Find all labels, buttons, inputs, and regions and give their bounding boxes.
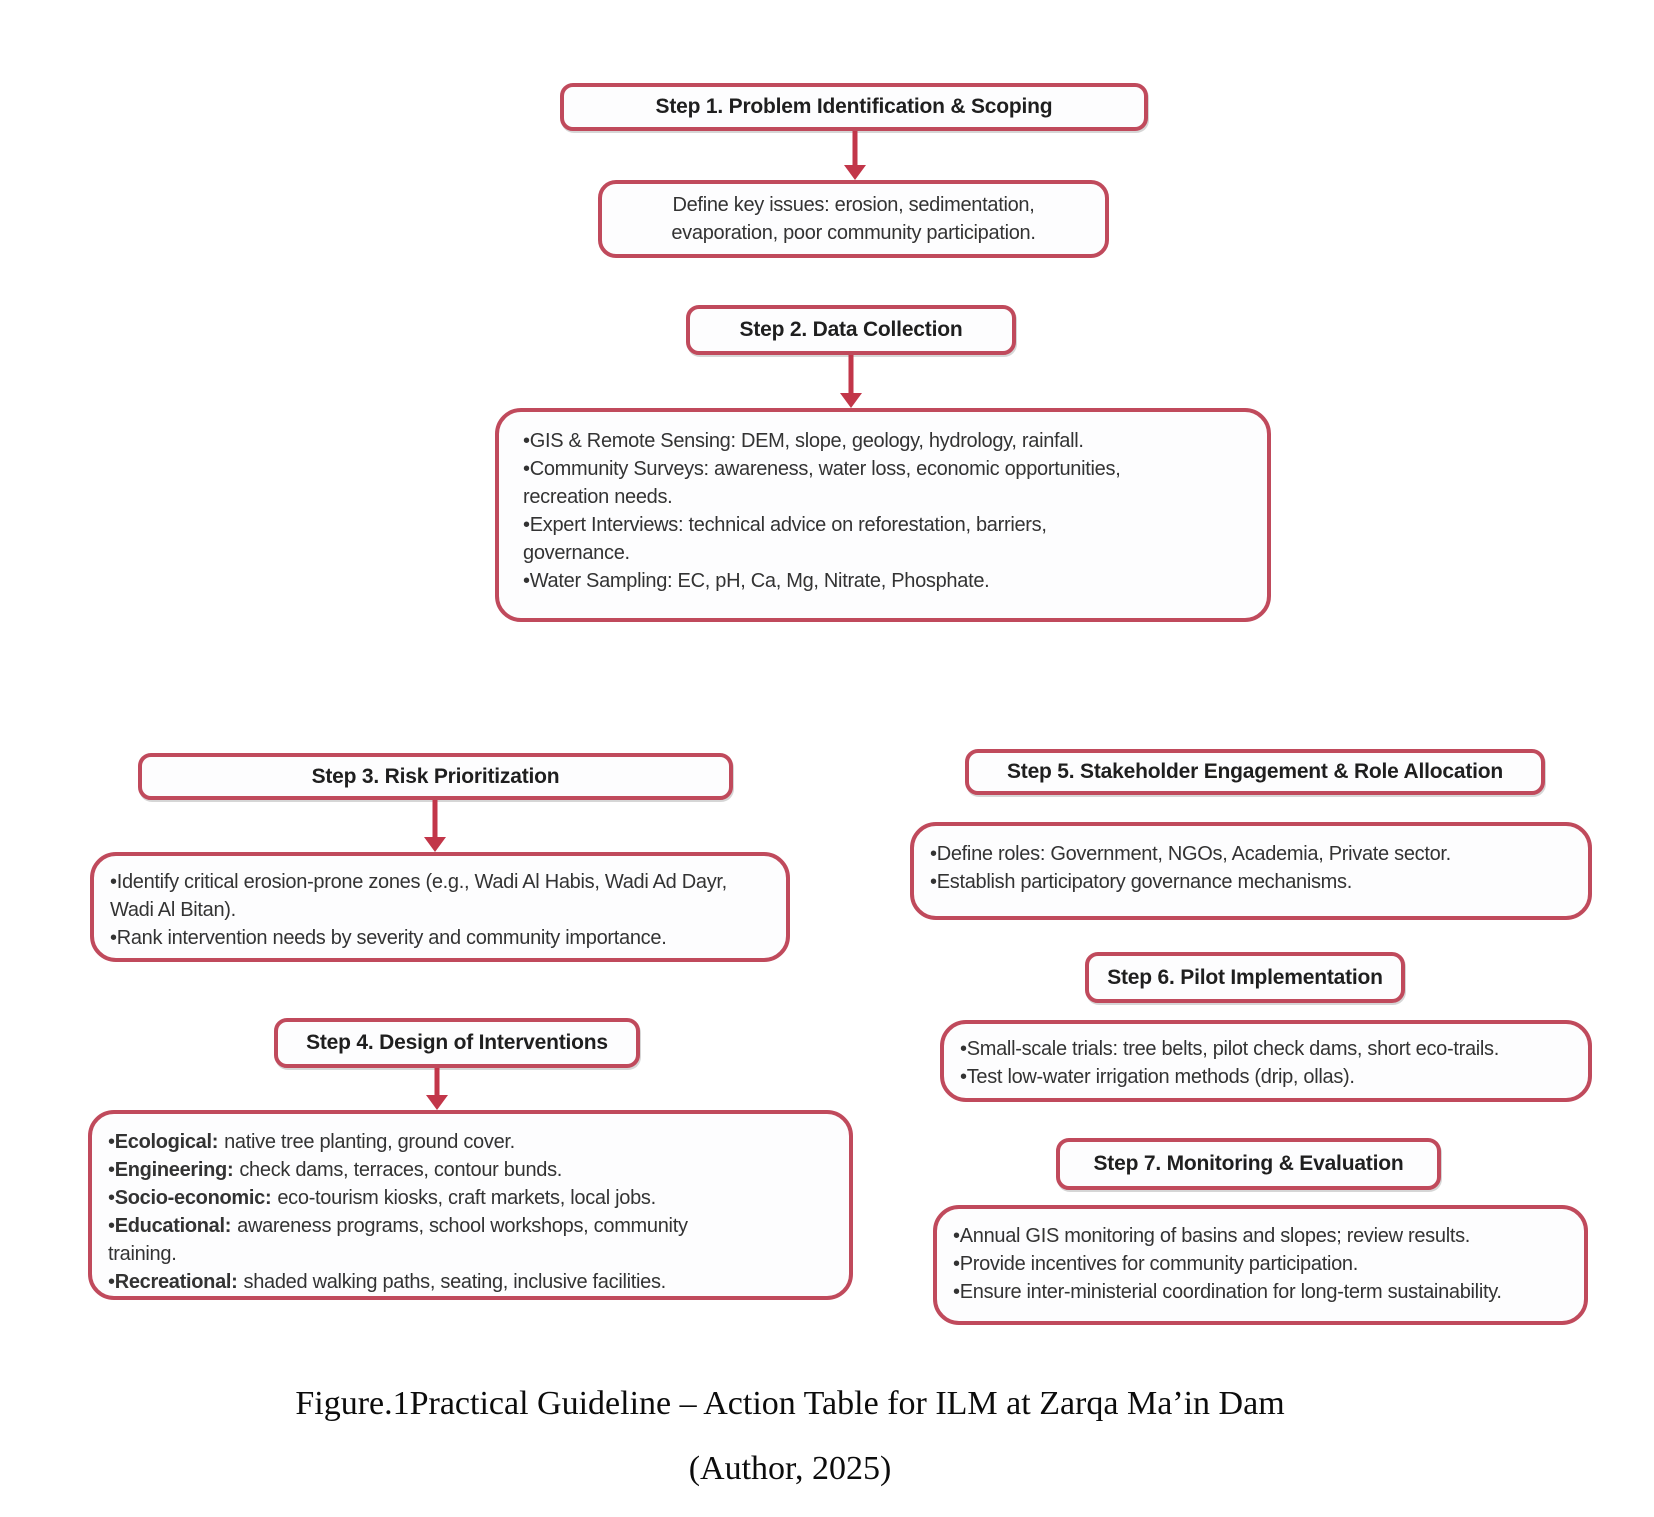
arrow-shaft: [849, 355, 854, 395]
item-text: Define roles: Government, NGOs, Academia, Private sector.: [936, 843, 1451, 865]
step4-header-box: [274, 1018, 640, 1068]
step1-arrow-down-icon: [844, 131, 866, 180]
list-item: [108, 1268, 754, 1296]
item-text: Expert Interviews: technical advice on reforestation, barriers, governance.: [523, 514, 1047, 564]
arrow-head: [426, 1095, 448, 1110]
list-item: [523, 427, 1127, 455]
item-text: Community Surveys: awareness, water loss, economic opportunities, recreation needs.: [523, 458, 1121, 508]
step7-title: Step 7. Monitoring & Evaluation: [1093, 1152, 1404, 1175]
item-text: Annual GIS monitoring of basins and slopes; review results.: [959, 1225, 1471, 1247]
list-item: [110, 924, 756, 952]
step5-content-box: [910, 822, 1592, 920]
step3-title: Step 3. Risk Prioritization: [311, 764, 560, 788]
step2-bullet-list: [523, 427, 1127, 595]
item-text: Identify critical erosion-prone zones (e.g., Wadi Al Habis, Wadi Ad Dayr, Wadi Al Bitan).: [110, 871, 727, 921]
figure-caption-text: Figure.1Practical Guideline – Action Table for ILM at Zarqa Ma’in Dam: [295, 1385, 1285, 1422]
item-text: Provide incentives for community participation.: [959, 1253, 1359, 1275]
item-text: shaded walking paths, seating, inclusive facilities.: [243, 1271, 666, 1293]
step5-title: Step 5. Stakeholder Engagement & Role Allocation: [1006, 760, 1504, 783]
list-item: [960, 1035, 1568, 1063]
step3-bullet-list: [110, 868, 756, 952]
step7-bullet-list: [953, 1222, 1566, 1306]
list-item: [930, 868, 1564, 896]
list-item: [108, 1128, 754, 1156]
step2-title: Step 2. Data Collection: [739, 318, 963, 341]
item-text: Rank intervention needs by severity and community importance.: [116, 927, 667, 949]
step6-header-box: [1085, 952, 1405, 1003]
item-label: Recreational:: [114, 1271, 238, 1293]
step2-arrow-down-icon: [840, 355, 862, 408]
figure-caption: [0, 1385, 1580, 1423]
step3-content-box: [90, 852, 790, 962]
step4-title: Step 4. Design of Interventions: [306, 1031, 608, 1054]
item-text: check dams, terraces, contour bunds.: [239, 1159, 563, 1181]
list-item: [953, 1278, 1566, 1306]
figure-caption-author-text: (Author, 2025): [688, 1450, 892, 1487]
step6-content-box: [940, 1020, 1592, 1102]
step1-title: Step 1. Problem Identification & Scoping: [655, 95, 1053, 118]
item-label: Engineering:: [114, 1159, 234, 1181]
item-text: Test low-water irrigation methods (drip, ollas).: [966, 1066, 1355, 1088]
step5-bullet-list: [930, 840, 1564, 896]
step1-content-box: [598, 180, 1109, 258]
item-text: native tree planting, ground cover.: [224, 1131, 515, 1153]
arrow-head: [840, 393, 862, 408]
step6-title: Step 6. Pilot Implementation: [1107, 965, 1383, 989]
step6-bullet-list: [960, 1035, 1568, 1091]
step3-header-box: [138, 753, 733, 800]
item-text: eco-tourism kiosks, craft markets, local jobs.: [277, 1187, 656, 1209]
step1-content-text: Define key issues: erosion, sedimentation, evaporation, poor community participation.: [671, 194, 1036, 244]
step7-header-box: [1056, 1138, 1441, 1190]
item-label: Ecological:: [114, 1131, 219, 1153]
step1-header-box: [560, 83, 1148, 131]
list-item: [523, 455, 1127, 511]
list-item: [960, 1063, 1568, 1091]
item-text: Establish participatory governance mechanisms.: [936, 871, 1352, 893]
item-label: Educational:: [114, 1215, 232, 1237]
item-text: Ensure inter-ministerial coordination for long-term sustainability.: [959, 1281, 1502, 1303]
item-text: awareness programs, school workshops, community training.: [108, 1215, 688, 1265]
list-item: [108, 1212, 754, 1268]
step4-content-box: [88, 1110, 853, 1300]
arrow-head: [844, 165, 866, 180]
step4-bullet-list: [108, 1128, 754, 1296]
list-item: [108, 1156, 754, 1184]
step4-arrow-down-icon: [426, 1068, 448, 1110]
figure-caption-author: [0, 1450, 1580, 1488]
arrow-shaft: [853, 131, 858, 167]
arrow-shaft: [435, 1068, 440, 1097]
list-item: [110, 868, 756, 924]
list-item: [523, 567, 1127, 595]
step5-header-box: [965, 749, 1545, 795]
step2-header-box: [686, 305, 1016, 355]
list-item: [930, 840, 1564, 868]
arrow-head: [424, 837, 446, 852]
item-text: Small-scale trials: tree belts, pilot check dams, short eco-trails.: [966, 1038, 1500, 1060]
list-item: [523, 511, 1127, 567]
step3-arrow-down-icon: [424, 800, 446, 852]
list-item: [953, 1250, 1566, 1278]
step7-content-box: [933, 1205, 1588, 1325]
list-item: [108, 1184, 754, 1212]
list-item: [953, 1222, 1566, 1250]
arrow-shaft: [433, 800, 438, 839]
item-text: GIS & Remote Sensing: DEM, slope, geology, hydrology, rainfall.: [529, 430, 1084, 452]
item-text: Water Sampling: EC, pH, Ca, Mg, Nitrate, Phosphate.: [529, 570, 990, 592]
item-label: Socio-economic:: [114, 1187, 272, 1209]
step2-content-box: [495, 408, 1271, 622]
